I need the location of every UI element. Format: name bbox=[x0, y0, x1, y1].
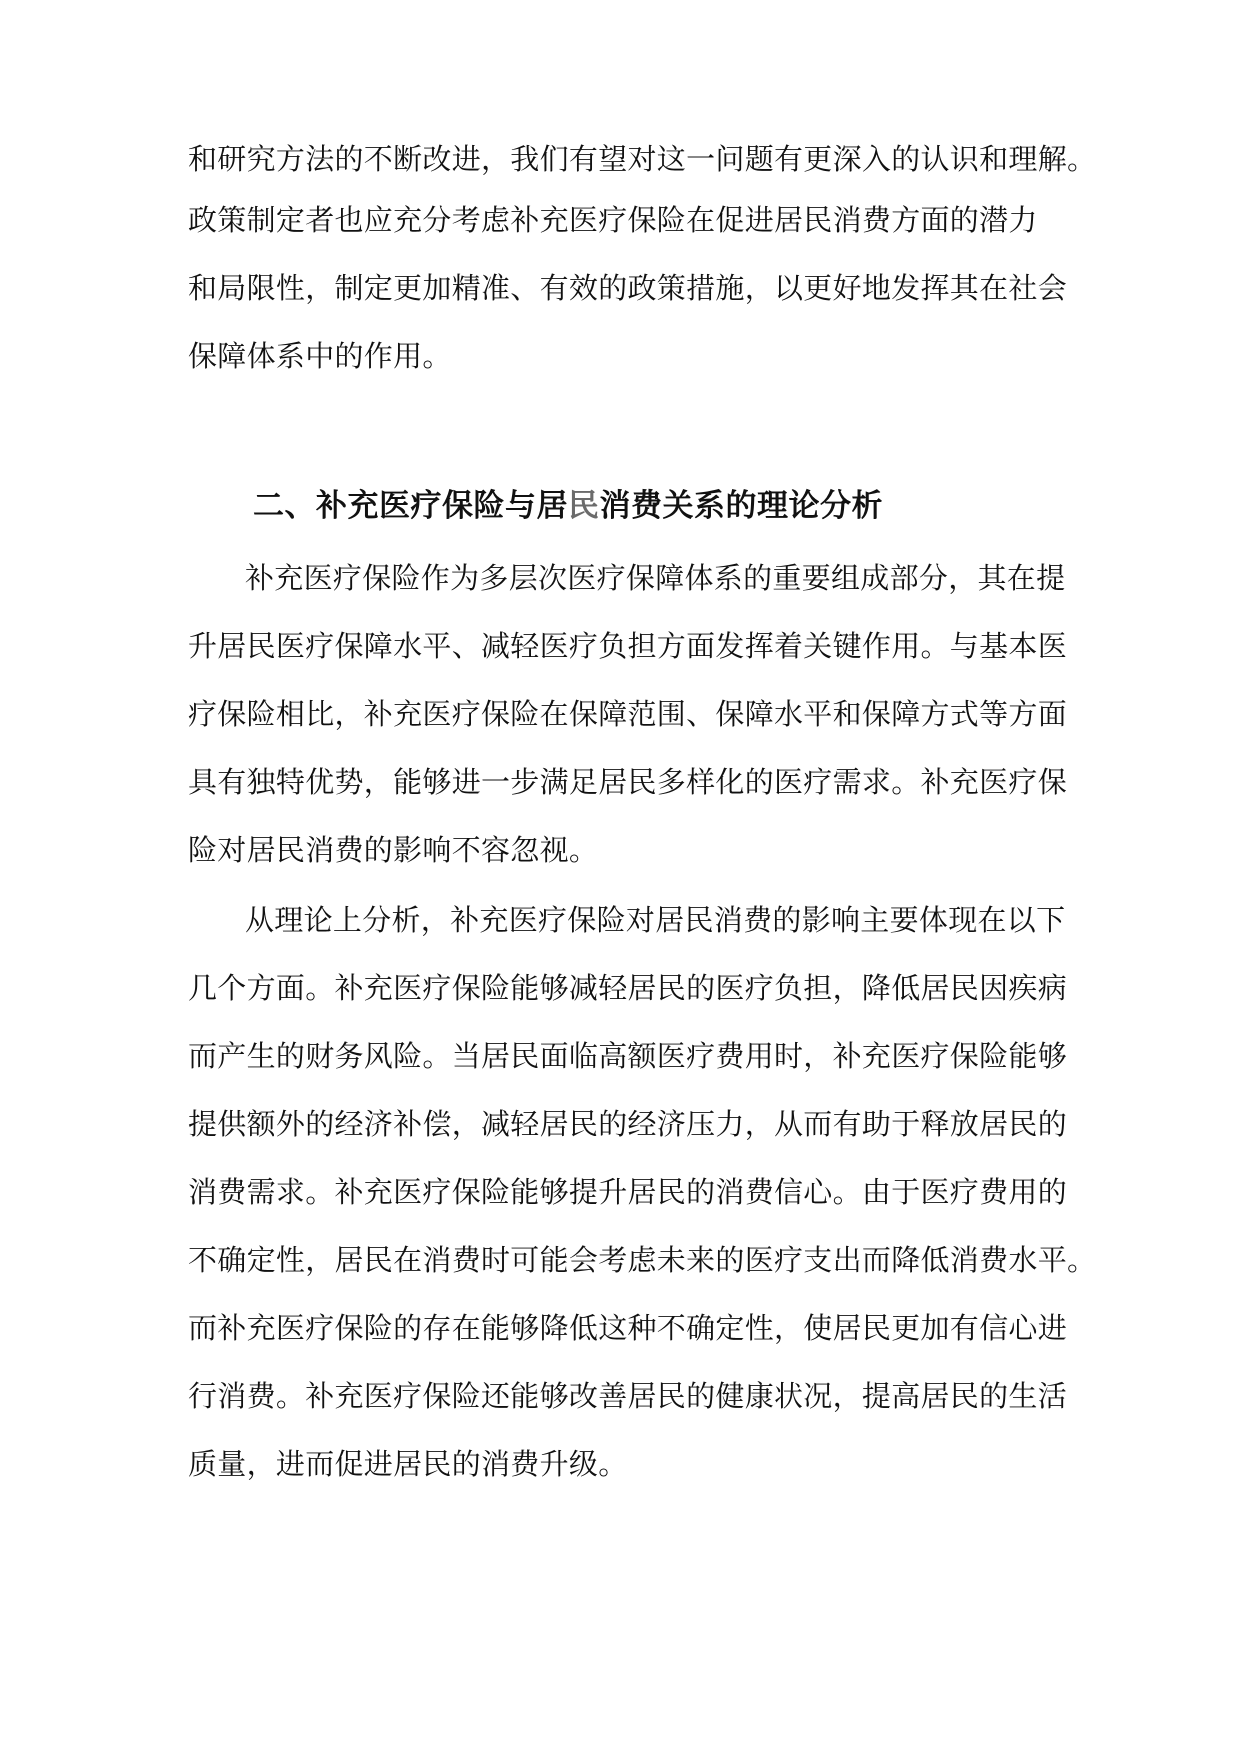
intro-line: 和研究方法的不断改进，我们有望对这一问题有更深入的认识和理解。 bbox=[188, 142, 1097, 176]
intro-line: 保障体系中的作用。 bbox=[188, 339, 452, 373]
paragraph-line: 从理论上分析，补充医疗保险对居民消费的影响主要体现在以下 bbox=[245, 903, 1066, 937]
intro-line: 和局限性，制定更加精准、有效的政策措施，以更好地发挥其在社会 bbox=[188, 271, 1068, 305]
paragraph-line: 险对居民消费的影响不容忽视。 bbox=[188, 833, 599, 867]
paragraph-line: 而产生的财务风险。当居民面临高额医疗费用时，补充医疗保险能够 bbox=[188, 1039, 1068, 1073]
paragraph-line: 疗保险相比，补充医疗保险在保障范围、保障水平和保障方式等方面 bbox=[188, 697, 1068, 731]
section-heading-part: 消费关系的理论分析 bbox=[599, 488, 883, 524]
section-heading-part: 二、补充医疗保险与居 bbox=[253, 488, 568, 524]
paragraph-line: 补充医疗保险作为多层次医疗保障体系的重要组成部分，其在提 bbox=[245, 561, 1066, 595]
paragraph-line: 几个方面。补充医疗保险能够减轻居民的医疗负担，降低居民因疾病 bbox=[188, 971, 1068, 1005]
paragraph-line: 提供额外的经济补偿，减轻居民的经济压力，从而有助于释放居民的 bbox=[188, 1107, 1068, 1141]
paragraph-line: 而补充医疗保险的存在能够降低这种不确定性，使居民更加有信心进 bbox=[188, 1311, 1068, 1345]
paragraph-line: 质量，进而促进居民的消费升级。 bbox=[188, 1447, 628, 1481]
paragraph-line: 升居民医疗保障水平、减轻医疗负担方面发挥着关键作用。与基本医 bbox=[188, 629, 1068, 663]
section-heading-marked-char: 民 bbox=[568, 488, 600, 524]
intro-line: 政策制定者也应充分考虑补充医疗保险在促进居民消费方面的潜力 bbox=[188, 203, 1038, 237]
section-heading bbox=[253, 484, 883, 528]
paragraph-line: 行消费。补充医疗保险还能够改善居民的健康状况，提高居民的生活 bbox=[188, 1379, 1068, 1413]
paragraph-line: 具有独特优势，能够进一步满足居民多样化的医疗需求。补充医疗保 bbox=[188, 765, 1068, 799]
paragraph-line: 不确定性，居民在消费时可能会考虑未来的医疗支出而降低消费水平。 bbox=[188, 1243, 1097, 1277]
paragraph-line: 消费需求。补充医疗保险能够提升居民的消费信心。由于医疗费用的 bbox=[188, 1175, 1068, 1209]
